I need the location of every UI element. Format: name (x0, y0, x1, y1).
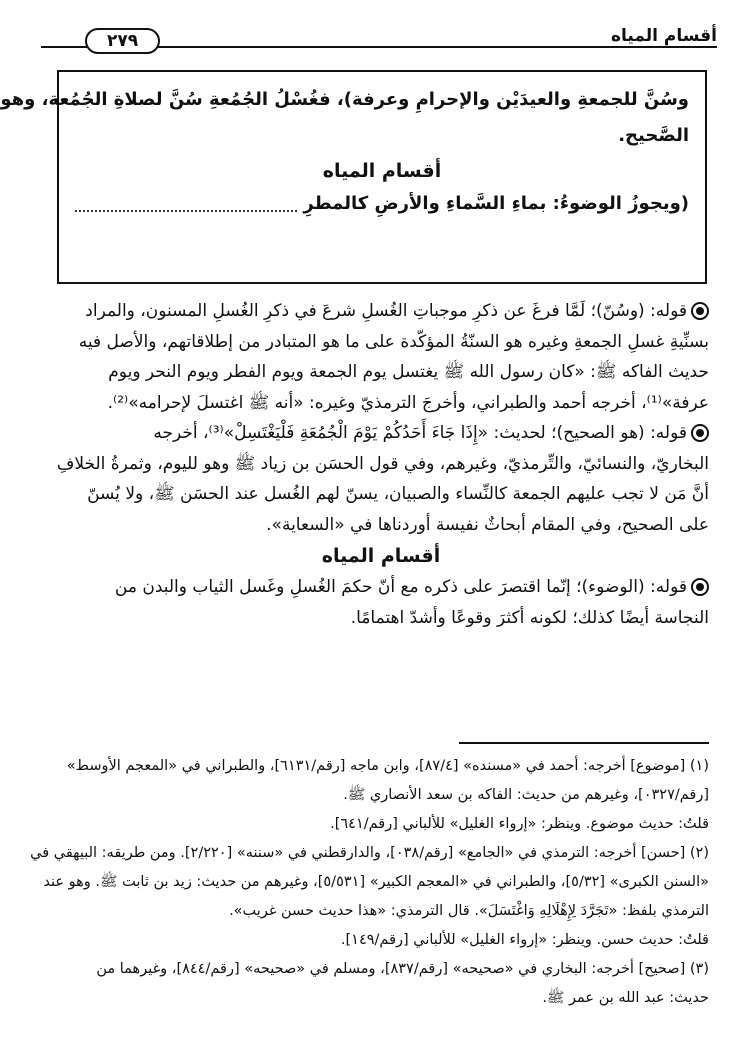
footnotes (30, 752, 709, 1013)
page-number: ٢٧٩ (85, 28, 160, 54)
dotted-leader (75, 196, 297, 212)
footnote-line: قلتُ: حديث حسن. وينظر: «إرواء الغليل» للألباني [رقم/١٤٩]. (340, 932, 709, 948)
matn-section-heading: أقسام المياه (322, 160, 442, 182)
footnote-line: قلتُ: حديث موضوع. وينظر: «إرواء الغليل» للألباني [رقم/٦٤١]. (330, 816, 709, 832)
chapter-title: أقسام المياه (603, 26, 717, 46)
commentary-line: حديث الفاكه ﷺ: «كان رسول الله ﷺ يغتسل يوم الجمعة ويوم الفطر ويوم النحر ويوم (108, 362, 709, 382)
matn-line: الصَّحيح. (618, 125, 689, 146)
commentary-line: على الصحيح، وفي المقام أبحاثٌ نفيسة أوردناها في «السعاية». (266, 514, 709, 535)
commentary-line: النجاسة أيضًا كذلك؛ لكونه أكثرَ وقوعًا وأشدّ اهتمامًا. (350, 607, 709, 628)
commentary-line: قوله: (هو الصحيح)؛ لحديث: «إِذَا جَاءَ أَحَدُكُمْ يَوْمَ الْجُمُعَةِ فَلْيَغْتَسِلْ»⁽³⁾، أخرجه (53, 418, 709, 449)
footnote-line: «السنن الكبرى» [٥/٣٢]، والطبراني في «المعجم الكبير» [٥/٥٣١]، وغيرهم من حديث: زيد بن ثابت ﷺ. وهو عند (43, 874, 709, 890)
footnote-line: (٣) [صحيح] أخرجه: البخاري في «صحيحه» [رقم/٨٣٧]، ومسلم في «صحيحه» [رقم/٨٤٤]، وغيرهما من (96, 961, 709, 977)
commentary-line: عرفة»⁽¹⁾، أخرجه أحمد والطبراني، وأخرجَ الترمذيّ وغيره: «أنه ﷺ اغتسلَ لإحرامه»⁽²⁾. (107, 392, 709, 413)
footnote-line: [رقم/٠٣٢٧]، وغيرهم من حديث: الفاكه بن سعد الأنصاري ﷺ. (343, 787, 709, 803)
bullet-marker-icon (691, 578, 709, 596)
section-heading: أقسام المياه (321, 545, 441, 567)
footnote-line: حديث: عبد الله بن عمر ﷺ. (542, 990, 709, 1006)
commentary-line: البخاريّ، والنسائيّ، والتِّرمذيّ، وغيرهم، وفي قول الحسَن بن زياد ﷺ وهو لليوم، وثمرةُ الخلافِ (56, 453, 709, 474)
commentary (53, 296, 709, 633)
matn-closing-text: (ويجوزُ الوضوءُ: بماءِ السَّماءِ والأرضِ كالمطرِ (303, 193, 689, 214)
commentary-line: أنَّ مَن لا تجب عليهم الجمعة كالنِّساء والصبيان، يسنّ لهم الغُسل عند الحسَن ﷺ، ولا يُسنّ (87, 484, 709, 504)
bullet-marker-icon (691, 302, 709, 320)
footnote-line: (١) [موضوع] أخرجه: أحمد في «مسنده» [٨٧/٤]، وابن ماجه [رقم/٦١٣١]، والطبراني في «المعجم الأوسط» (66, 758, 709, 774)
commentary-line: قوله: (وسُنّ)؛ لَمَّا فرغَ عن ذكرِ موجباتِ الغُسلِ شرعَ في ذكرِ الغُسلِ المسنون، والمراد (53, 296, 709, 327)
bullet-marker-icon (691, 424, 709, 442)
commentary-line: قوله: (الوضوء)؛ إنّما اقتصرَ على ذكره مع أنّ حكمَ الغُسلِ وغَسل الثياب والبدن من (53, 572, 709, 603)
footnote-separator (459, 742, 709, 744)
footnote-line: (٢) [حسن] أخرجه: الترمذي في «الجامع» [رقم/٠٣٨]، والدارقطني في «سننه» [٢/٢٢٠]. ومن طريقه: البيهقي في (30, 845, 709, 861)
matn-line: وسُنَّ للجمعةِ والعيدَيْن والإحرامِ وعرفة)، فغُسْلُ الجُمُعةِ سُنَّ لصلاةِ الجُمُعة، وهو (0, 89, 689, 110)
running-header (41, 26, 717, 60)
matn-closing-line (75, 186, 689, 222)
commentary-line: بسنِّيةِ غسلِ الجمعةِ وغيره هو السنّةُ المؤكّدة على ما هو المتبادر من إطلاقاتهم، والأصل فيه (78, 331, 709, 352)
matn-box (0, 70, 707, 284)
footnote-line: الترمذي بلفظ: «تَجَرَّدَ لِإِهْلَالِهِ وَاغْتَسَلَ». قال الترمذي: «هذا حديث حسن غريب». (229, 903, 709, 919)
